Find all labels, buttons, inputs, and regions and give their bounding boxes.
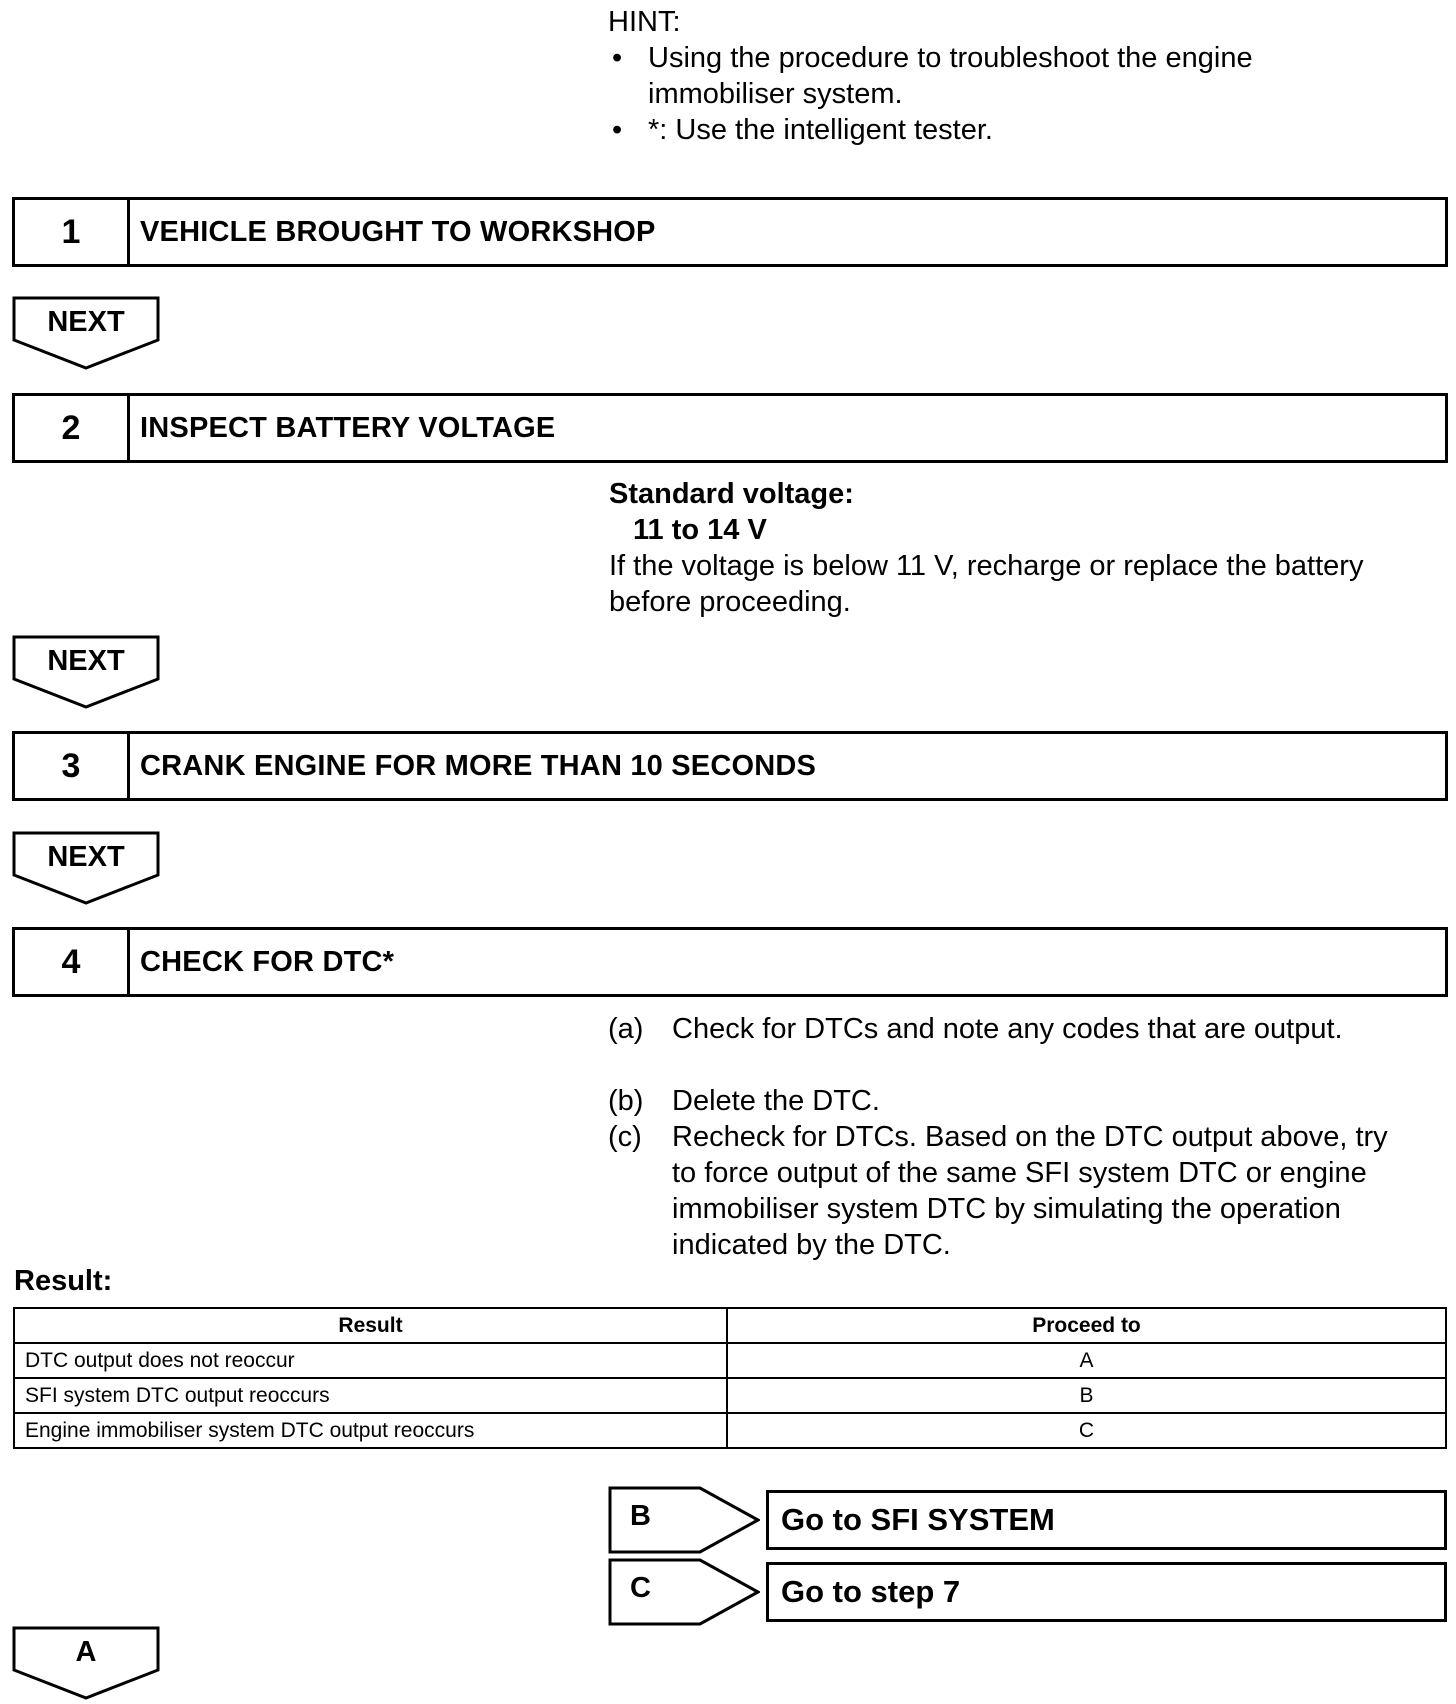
substep-a-marker: (a) — [608, 1013, 644, 1045]
hint-bullet-1-line-1: Using the procedure to troubleshoot the engine — [648, 42, 1253, 74]
next-arrow-2 — [12, 635, 160, 709]
table-cell-result: Engine immobiliser system DTC output reoccurs — [14, 1413, 727, 1448]
table-cell-result: SFI system DTC output reoccurs — [14, 1378, 727, 1413]
column-header-result: Result — [14, 1308, 727, 1343]
step-1-box — [12, 197, 1448, 267]
next-label: NEXT — [47, 306, 125, 338]
step-2-box — [12, 393, 1448, 463]
voltage-note-line-2: before proceeding. — [609, 586, 851, 618]
branch-b-action: Go to SFI SYSTEM — [766, 1490, 1447, 1550]
substep-b-text: Delete the DTC. — [672, 1085, 880, 1117]
table-row — [14, 1378, 1446, 1413]
table-row — [14, 1413, 1446, 1448]
branch-c-action: Go to step 7 — [766, 1562, 1447, 1622]
column-header-proceed-to: Proceed to — [727, 1308, 1446, 1343]
step-2-number: 2 — [15, 396, 130, 460]
standard-voltage-label: Standard voltage: — [609, 478, 854, 510]
branch-a-arrow — [12, 1626, 160, 1700]
step-3-box — [12, 731, 1448, 801]
substep-c-line-2: to force output of the same SFI system DTC or engine — [672, 1157, 1367, 1189]
substep-a-text: Check for DTCs and note any codes that are output. — [672, 1013, 1343, 1045]
table-row — [14, 1343, 1446, 1378]
branch-c-tag — [608, 1558, 760, 1626]
substep-b-marker: (b) — [608, 1085, 644, 1117]
step-3-title: CRANK ENGINE FOR MORE THAN 10 SECONDS — [140, 749, 817, 782]
result-heading: Result: — [14, 1265, 113, 1297]
table-cell-proceed: B — [727, 1378, 1446, 1413]
step-1-number: 1 — [15, 200, 130, 264]
hint-bullet-1-line-2: immobiliser system. — [648, 78, 903, 110]
bullet-dot: • — [612, 42, 623, 74]
step-4-box — [12, 927, 1448, 997]
step-3-number: 3 — [15, 734, 130, 798]
next-arrow-1 — [12, 296, 160, 370]
table-cell-proceed: A — [727, 1343, 1446, 1378]
step-1-title: VEHICLE BROUGHT TO WORKSHOP — [140, 215, 656, 248]
branch-a-label: A — [75, 1636, 97, 1668]
substep-c-line-4: indicated by the DTC. — [672, 1229, 951, 1261]
next-label: NEXT — [47, 841, 125, 873]
hint-bullet-2: *: Use the intelligent tester. — [648, 114, 993, 146]
substep-c-line-1: Recheck for DTCs. Based on the DTC output above, try — [672, 1121, 1388, 1153]
branch-b-label: B — [630, 1500, 651, 1532]
standard-voltage-value: 11 to 14 V — [633, 514, 767, 546]
step-4-title: CHECK FOR DTC* — [140, 945, 395, 978]
result-table — [13, 1307, 1447, 1449]
branch-c-label: C — [630, 1572, 651, 1604]
bullet-dot: • — [612, 114, 623, 146]
substep-c-marker: (c) — [608, 1121, 642, 1153]
step-2-title: INSPECT BATTERY VOLTAGE — [140, 411, 556, 444]
table-cell-proceed: C — [727, 1413, 1446, 1448]
branch-b-tag — [608, 1486, 760, 1554]
table-cell-result: DTC output does not reoccur — [14, 1343, 727, 1378]
table-header-row — [14, 1308, 1446, 1343]
substep-c-line-3: immobiliser system DTC by simulating the operation — [672, 1193, 1341, 1225]
voltage-note-line-1: If the voltage is below 11 V, recharge or replace the battery — [609, 550, 1364, 582]
next-label: NEXT — [47, 645, 125, 677]
step-4-number: 4 — [15, 930, 130, 994]
hint-title: HINT: — [608, 6, 681, 38]
next-arrow-3 — [12, 831, 160, 905]
